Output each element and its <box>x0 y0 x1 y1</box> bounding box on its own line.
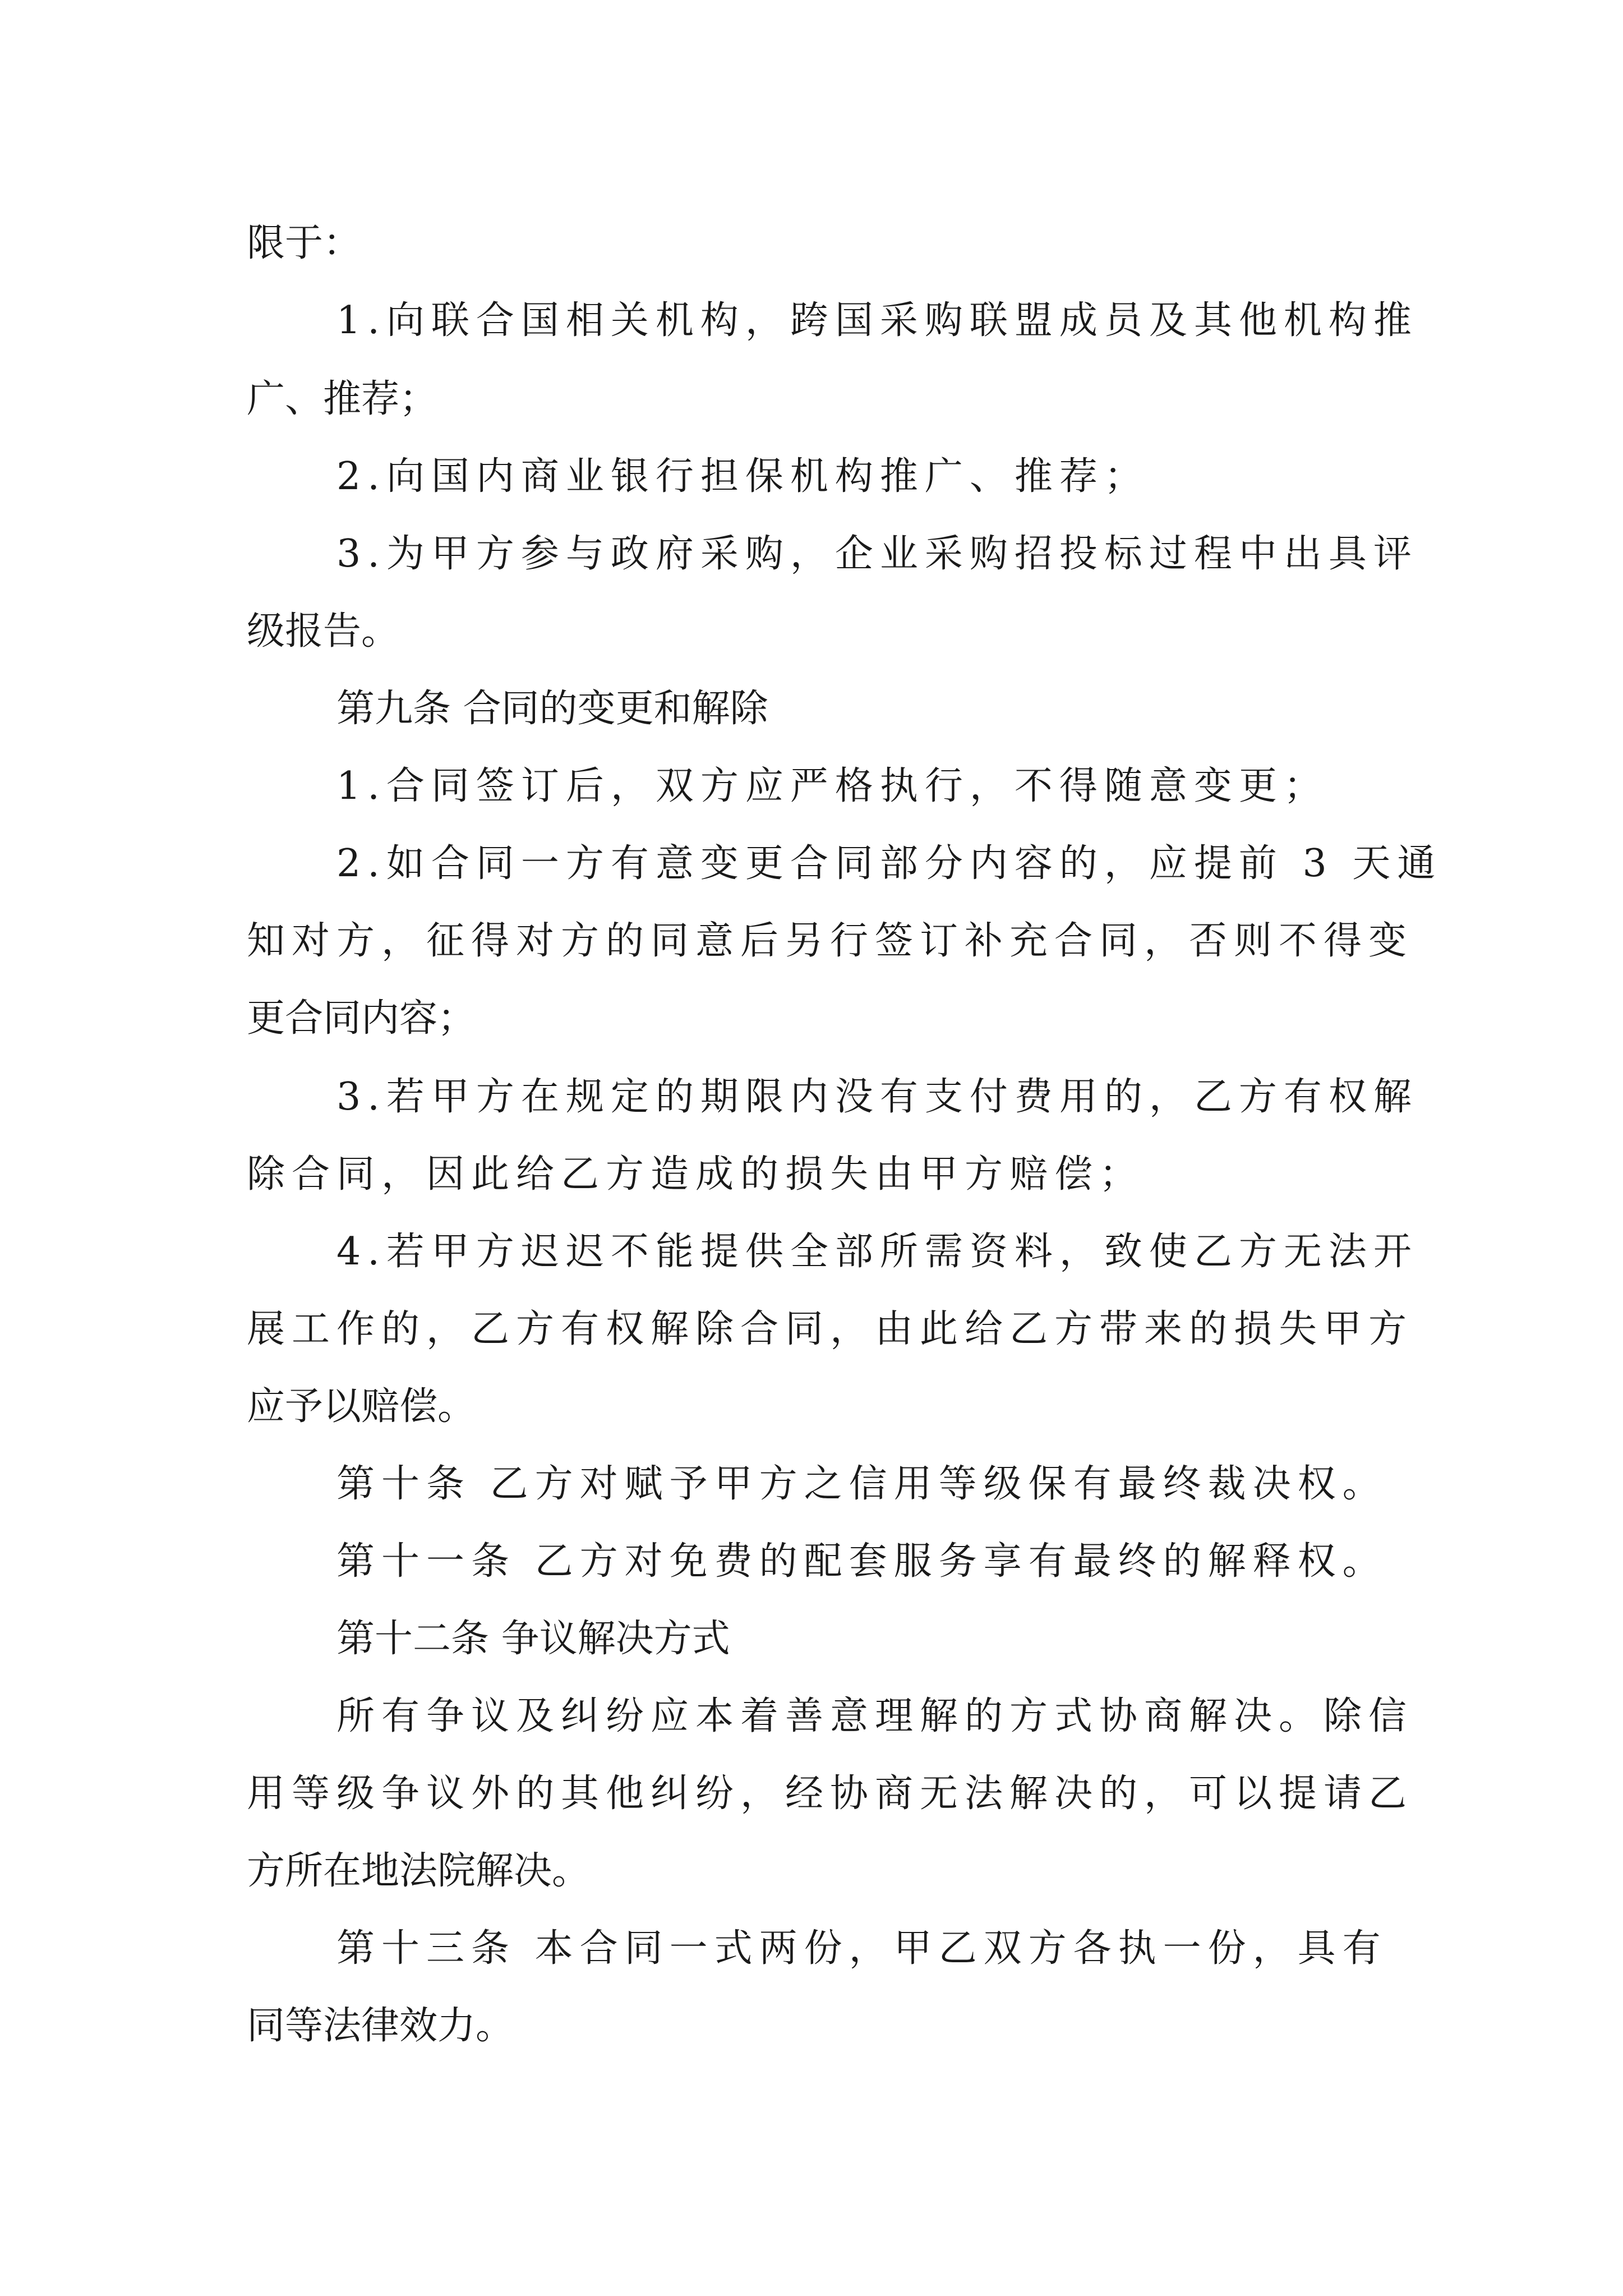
text-line: 应予以赔偿。 <box>247 1384 476 1429</box>
text-line: 级报告。 <box>247 609 400 654</box>
article-11: 第十一条 乙方对免费的配套服务享有最终的解释权。 <box>336 1539 1387 1584</box>
list-item-1: 1.向联合国相关机构，跨国采购联盟成员及其他机构推 <box>336 298 1418 343</box>
paragraph-line: 所有争议及纠纷应本着善意理解的方式协商解决。除信 <box>336 1694 1414 1738</box>
article-heading-12: 第十二条 争议解决方式 <box>336 1617 730 1661</box>
text-line: 除合同，因此给乙方造成的损失由甲方赔偿； <box>247 1152 1145 1197</box>
paragraph-line: 方所在地法院解决。 <box>247 1849 591 1893</box>
text-line: 更合同内容； <box>247 996 476 1041</box>
article-heading-9: 第九条 合同的变更和解除 <box>336 687 768 731</box>
text-line: 知对方，征得对方的同意后另行签订补充合同，否则不得变 <box>247 919 1414 963</box>
article-10: 第十条 乙方对赋予甲方之信用等级保有最终裁决权。 <box>336 1462 1387 1506</box>
text-line: 展工作的，乙方有权解除合同，由此给乙方带来的损失甲方 <box>247 1307 1414 1351</box>
list-item-3: 3.若甲方在规定的期限内没有支付费用的，乙方有权解 <box>336 1075 1418 1119</box>
article-13: 第十三条 本合同一式两份，甲乙双方各执一份，具有 <box>336 1926 1387 1971</box>
paragraph-line: 同等法律效力。 <box>247 2004 514 2048</box>
list-item-3: 3.为甲方参与政府采购，企业采购招投标过程中出具评 <box>336 532 1418 576</box>
text-line: 广、推荐； <box>247 377 438 421</box>
list-item-2: 2.向国内商业银行担保机构推广、推荐； <box>336 454 1149 499</box>
list-item-2: 2.如合同一方有意变更合同部分内容的，应提前 3 天通 <box>336 841 1442 886</box>
text-line: 限于： <box>247 221 362 265</box>
list-item-1: 1.合同签订后，双方应严格执行，不得随意变更； <box>336 764 1329 808</box>
list-item-4: 4.若甲方迟迟不能提供全部所需资料，致使乙方无法开 <box>336 1230 1418 1274</box>
paragraph-line: 用等级争议外的其他纠纷，经协商无法解决的，可以提请乙 <box>247 1772 1414 1816</box>
